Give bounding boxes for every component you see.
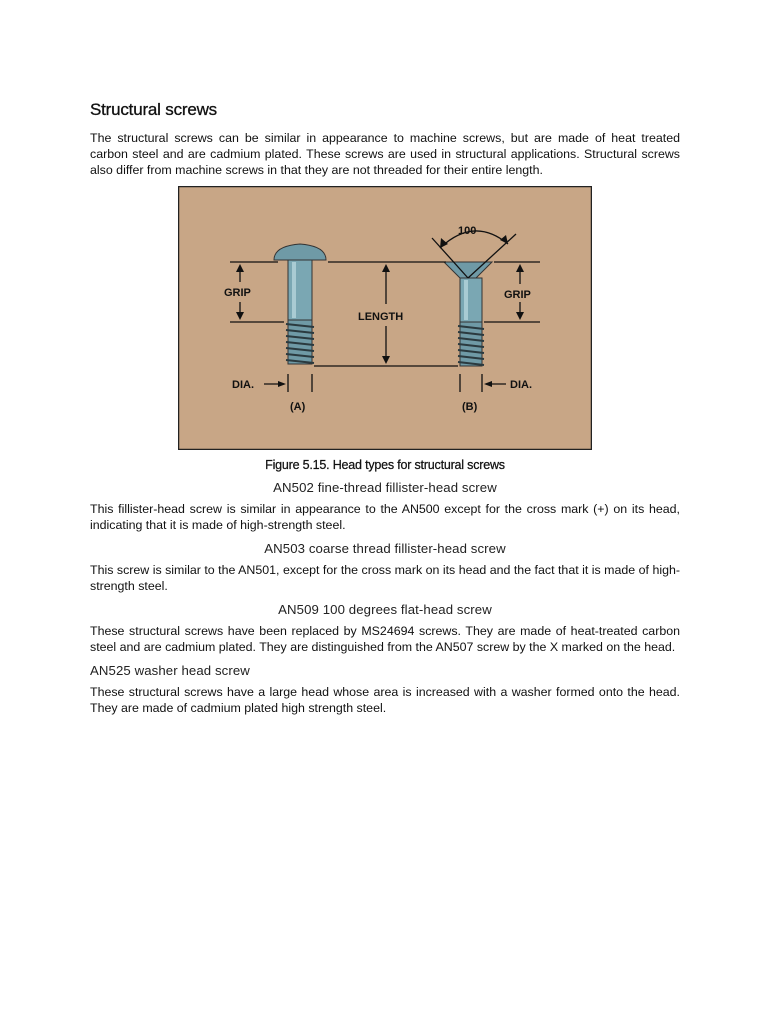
grip-label-left: GRIP (224, 287, 251, 299)
length-label: LENGTH (358, 311, 404, 323)
item-body-an503: This screw is similar to the AN501, except for the cross mark on its head and the fact that it is made of high-strength steel. (90, 563, 680, 593)
item-heading-an502: AN502 fine-thread fillister-head screw (273, 480, 497, 495)
figure-caption: Figure 5.15. Head types for structural screws (265, 458, 505, 472)
intro-paragraph: The structural screws can be similar in appearance to machine screws, but are made of heat treated carbon steel and are cadmium plated. These screws are used in structural applications. Structural screws also differ from machine screws in that they are not threaded for their entire length. (90, 131, 680, 177)
angle-label: 100 (458, 225, 477, 237)
screw-b-highlight (464, 280, 468, 320)
label-b: (B) (462, 401, 478, 413)
document-page (90, 100, 680, 716)
label-a: (A) (290, 401, 306, 413)
item-heading-an509: AN509 100 degrees flat-head screw (278, 602, 492, 617)
figure-screw-diagram (178, 186, 592, 450)
screw-a-highlight (292, 262, 296, 318)
dia-label-left: DIA. (232, 379, 254, 391)
screw-a-shank (288, 260, 312, 320)
dia-label-right: DIA. (510, 379, 532, 391)
item-heading-an525: AN525 washer head screw (90, 663, 250, 678)
screw-b-thread (458, 322, 484, 366)
screw-b-shank (460, 278, 482, 322)
section-title: Structural screws (90, 100, 217, 119)
item-body-an509: These structural screws have been replaced by MS24694 screws. They are made of heat-treated carbon steel and are cadmium plated. They are distinguished from the AN507 screw by the X marked on the head. (90, 624, 680, 654)
item-body-an525: These structural screws have a large head whose area is increased with a washer formed onto the head. They are made of cadmium plated high strength steel. (90, 685, 680, 715)
screw-a-thread (286, 320, 314, 364)
screw-diagram (178, 186, 592, 450)
item-heading-an503: AN503 coarse thread fillister-head screw (264, 541, 506, 556)
item-body-an502: This fillister-head screw is similar in appearance to the AN500 except for the cross mark (+) on its head, indicating that it is made of high-strength steel. (90, 502, 680, 532)
grip-label-right: GRIP (504, 289, 531, 301)
